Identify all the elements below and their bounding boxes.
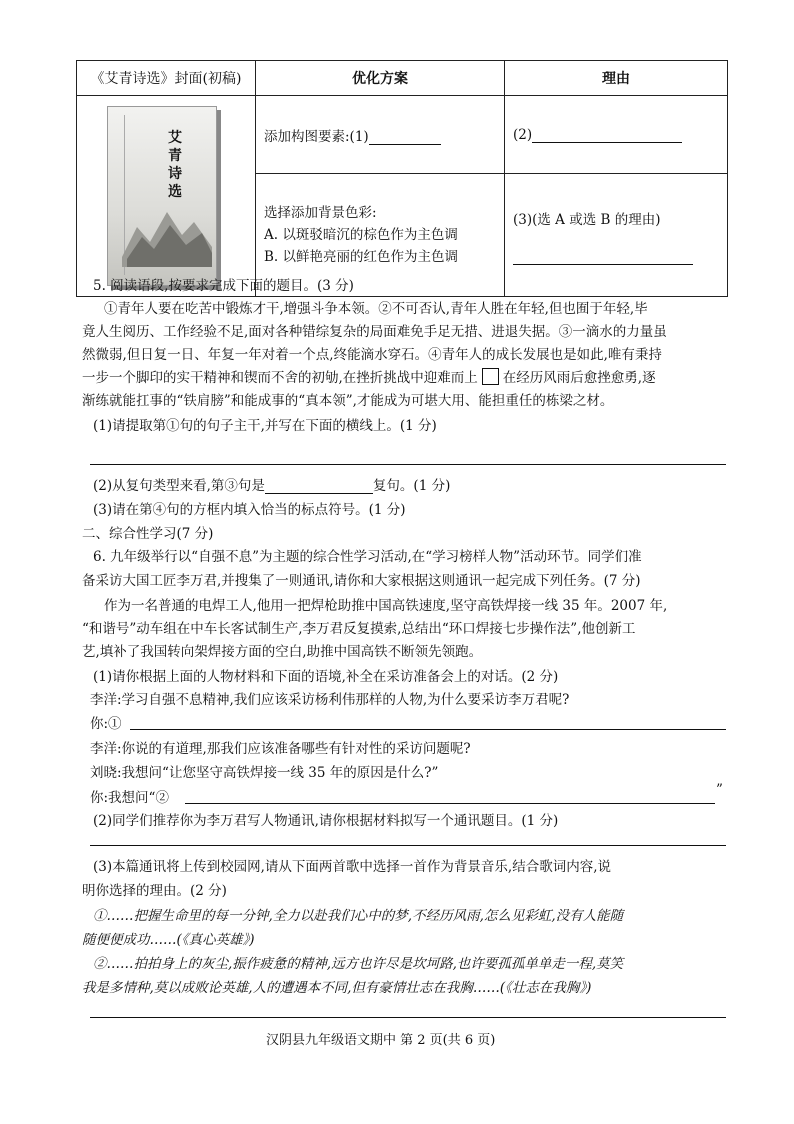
answer-line-q6-2[interactable] <box>185 803 715 804</box>
plan-1-label: 添加构图要素:(1) <box>264 128 369 145</box>
q6-material-line2: “和谐号”动车组在中车长客试制生产,李万君反复摸索,总结出“环口焊接七步操作法”,他创新工 <box>82 621 636 637</box>
q5-para-line3: 然微弱,但日复一日、年复一年对着一个点,终能滴水穿石。④青年人的成长发展也是如此,唯有秉持 <box>82 347 662 363</box>
q6-intro-line2: 备采访大国工匠李万君,并搜集了一则通讯,请你和大家根据这则通讯一起完成下列任务。(7 分) <box>82 573 641 589</box>
book-cover-title: 艾青诗选 <box>168 130 182 200</box>
q6-sub3-line2: 明你选择的理由。(2 分) <box>82 883 227 899</box>
q5-para-line1: ①青年人要在吃苦中锻炼才干,增强斗争本领。②不可否认,青年人胜在年轻,但也囿于年轻,毕 <box>104 301 648 317</box>
cover-optimization-table <box>76 60 728 297</box>
dialogue-line-4: 刘晓:我想问“让您坚守高铁焊接一线 35 年的原因是什么?” <box>90 765 439 781</box>
table-header-plan: 优化方案 <box>256 61 505 96</box>
dialogue-line-5: 你:我想问“② <box>90 790 169 806</box>
dialogue-line-1: 李洋:学习自强不息精神,我们应该采访杨利伟那样的人物,为什么要采访李万君呢? <box>90 692 570 708</box>
q6-sub1: (1)请你根据上面的人物材料和下面的语境,补全在采访准备会上的对话。(2 分) <box>93 669 559 685</box>
reason-3-label: (3)(选 A 或选 B 的理由) <box>513 212 661 229</box>
dialogue-line-2: 你:① <box>90 716 122 732</box>
reason-cell-1 <box>505 96 728 174</box>
q5-para-line4: 一步一个脚印的实干精神和锲而不舍的初劬,在挫折挑战中迎难而上 在经历风雨后愈挫愈勇,逐 <box>82 370 656 386</box>
answer-line-q6-4[interactable] <box>90 1017 726 1018</box>
answer-line-q6-1[interactable] <box>130 729 726 730</box>
answer-line-q6-3[interactable] <box>90 845 726 846</box>
table-header-cover: 《艾青诗选》封面(初稿) <box>77 61 256 96</box>
option-b: B. 以鲜艳亮丽的红色作为主色调 <box>264 249 459 266</box>
mountain-illustration-icon <box>122 197 212 267</box>
song2-line1: ②……拍拍身上的灰尘,振作疲惫的精神,远方也许尽是坎坷路,也许要孤孤单单走一程,莫笑 <box>93 956 624 972</box>
q6-material-line3: 艺,填补了我国转向架焊接方面的空白,助推中国高铁不断领先领跑。 <box>82 644 483 660</box>
q5-sub1: (1)请提取第①句的句子主干,并写在下面的横线上。(1 分) <box>93 418 437 434</box>
q5-para-line2: 竟人生阅历、工作经验不足,面对各种错综复杂的局面难免手足无措、进退失据。③一滴水的力量虽 <box>82 324 667 340</box>
reason-cell-2 <box>505 174 728 297</box>
book-cover-image <box>107 106 217 286</box>
dialogue-line-3: 李洋:你说的有道理,那我们应该准备哪些有针对性的采访问题呢? <box>90 741 471 757</box>
song1-line1: ①……把握生命里的每一分钟,全力以赴我们心中的梦,不经历风雨,怎么见彩虹,没有人能随 <box>93 908 624 924</box>
answer-line-q5-1[interactable] <box>90 464 726 465</box>
page-footer: 汉阴县九年级语文期中 第 2 页(共 6 页) <box>266 1033 496 1048</box>
reason-2-label: (2) <box>513 126 533 143</box>
table-header-reason: 理由 <box>505 61 728 96</box>
section2-title: 二、综合性学习(7 分) <box>82 526 214 542</box>
q6-material-line1: 作为一名普通的电焊工人,他用一把焊枪助推中国高铁速度,坚守高铁焊接一线 35 年。2007 年, <box>104 598 668 614</box>
q5-sub2: (2)从复句类型来看,第③句是 复句。(1 分) <box>93 478 451 494</box>
answer-blank-q5-2[interactable] <box>265 478 373 494</box>
q6-intro-line1: 6. 九年级举行以“自强不息”为主题的综合性学习活动,在“学习榜样人物”活动环节。同学们准 <box>93 549 642 565</box>
plan-cell-1 <box>256 96 505 174</box>
option-a: A. 以斑驳暗沉的棕色作为主色调 <box>264 227 458 244</box>
q5-para-line5: 渐练就能扛事的“铁肩膀”和能成事的“真本领”,才能成为可堪大用、能担重任的栋梁之材。 <box>82 393 614 409</box>
q6-sub2: (2)同学们推荐你为李万君写人物通讯,请你根据材料拟写一个通讯题目。(1 分) <box>93 813 559 829</box>
q6-sub3-line1: (3)本篇通讯将上传到校园网,请从下面两首歌中选择一首作为背景音乐,结合歌词内容,说 <box>93 859 611 875</box>
song2-line2: 我是多情种,莫以成败论英雄,人的遭遇本不同,但有豪情壮志在我胸……(《壮志在我胸》) <box>82 980 592 996</box>
punctuation-answer-box[interactable] <box>482 368 499 385</box>
song1-line2: 随便便成功……(《真心英雄》) <box>82 932 255 948</box>
book-cover-cell <box>77 96 256 297</box>
plan-2-intro: 选择添加背景色彩: <box>264 205 377 222</box>
dialogue-close-quote: ” <box>716 782 723 798</box>
q5-sub3: (3)请在第④句的方框内填入恰当的标点符号。(1 分) <box>93 502 406 518</box>
q5-title: 5. 阅读语段,按要求完成下面的题目。(3 分) <box>93 278 354 294</box>
